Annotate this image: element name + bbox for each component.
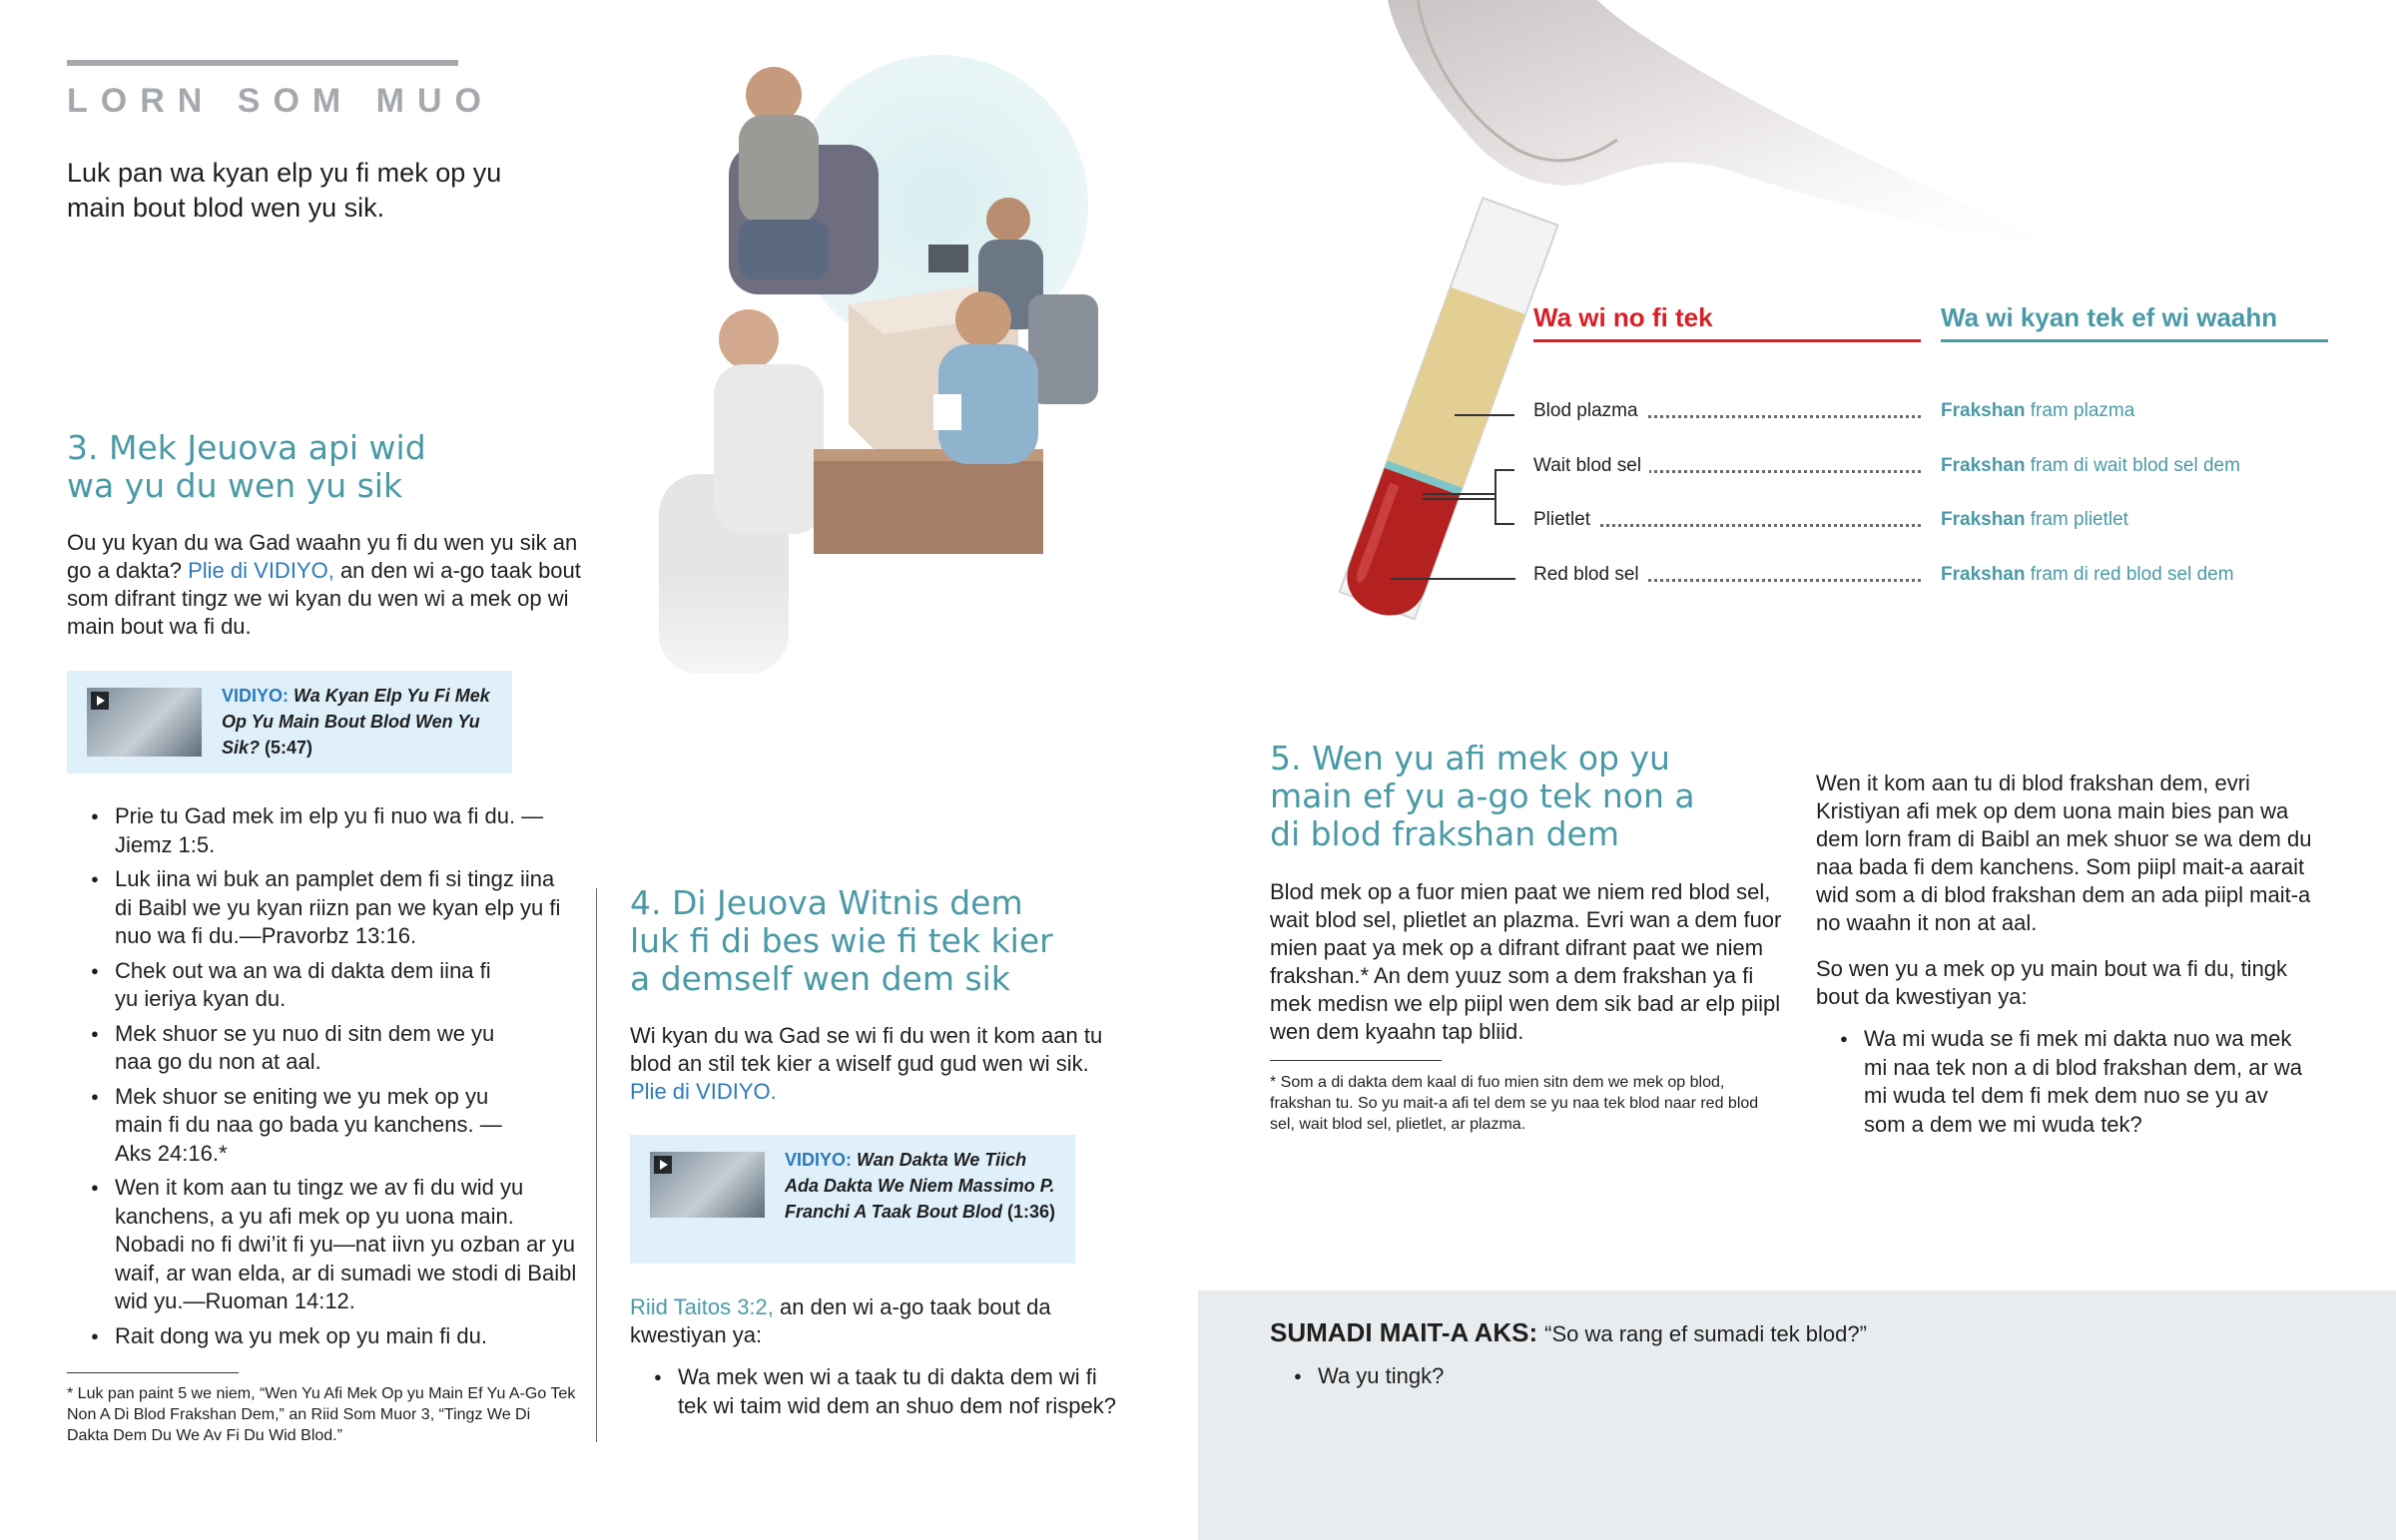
chart-row-label: Plietlet (1533, 509, 1598, 531)
section4-read (630, 1293, 1109, 1349)
section4-heading-line2: luk fi di bes wie fi tek kier (630, 921, 1053, 960)
column-divider (596, 888, 597, 1442)
play-icon[interactable] (91, 692, 109, 710)
sumadi-label: SUMADI MAIT-A AKS: (1270, 1317, 1538, 1347)
scripture-reference-link[interactable]: Riid Taitos 3:2, (630, 1294, 774, 1319)
footnote-rule-2 (1270, 1060, 1442, 1061)
section3-body (67, 529, 581, 641)
list-item: ● Prie tu Gad mek im elp yu fi nuo wa fi du. —Jiemz 1:5. (67, 802, 566, 859)
section4-body-text: Wi kyan du wa Gad se wi fi du wen it kom aan tu blod an stil tek kier a wiself gud gud wen wi sik. (630, 1023, 1103, 1076)
play-video-link[interactable]: Plie di VIDIYO, (188, 558, 334, 583)
play-icon[interactable] (654, 1156, 672, 1174)
sumadi-panel (1198, 1290, 2396, 1540)
video-card-1[interactable] (67, 671, 512, 773)
chart-row-fraction: Frakshan fram di red blod sel dem (1941, 564, 2234, 585)
section4-body (630, 1022, 1119, 1106)
section3-bullet-list (67, 802, 586, 1350)
section4-heading (630, 884, 1189, 998)
video-duration: (1:36) (1007, 1202, 1056, 1222)
section3-heading (67, 429, 566, 505)
list-item: ● Wen it kom aan tu tingz we av fi du wid yu kanchens, a yu afi mek op yu uona main. Nobadi no fi dwi’it fi yu—nat iivn yu ozban ar yu waif, ar wan elda, ar di sumadi we stodi di Baibl wid yu.—Ruoman 14:12. (67, 1174, 586, 1316)
connector-line-plietlet (1495, 523, 1514, 525)
section3-heading-line2: wa yu du wen yu sik (67, 466, 403, 505)
illustration-patients-doctor (639, 55, 1158, 734)
video-prefix: VIDIYO: (222, 686, 290, 706)
footnote-1: * Luk pan paint 5 we niem, “Wen Yu Afi Mek Op yu Main Ef Yu A-Go Tek Non A Di Blod Frakshan Dem,” an Riid Som Muor 3, “Tingz We Di Dakta Dem Du We Av Fi Du Wid Blod.” (67, 1385, 576, 1444)
video-card-2[interactable] (630, 1135, 1075, 1264)
chart-header-rule-red (1533, 339, 1921, 342)
chart-row-fraction: Frakshan fram di wait blod sel dem (1941, 455, 2240, 476)
sumadi-question (1270, 1317, 1867, 1348)
connector-line-plazma (1455, 414, 1514, 416)
list-item: ● Wa yu tingk? (1270, 1362, 1669, 1391)
chart-header-can-take: Wa wi kyan tek ef wi waahn (1941, 302, 2278, 332)
video-thumbnail-1[interactable] (87, 688, 202, 757)
footnote-2: * Som a di dakta dem kaal di fuo mien sitn dem we mek op blod, frakshan tu. So yu mait-a afi tel dem se yu naa tek blod naar red blod sel, wait blod sel, plietlet, ar plazma. (1270, 1074, 1759, 1133)
list-item: ● Rait dong wa yu mek op yu main fi du. (67, 1322, 586, 1351)
footnote-rule-1 (67, 1372, 239, 1373)
video-caption-2 (785, 1147, 1064, 1225)
section5-bullet-list (1816, 1025, 2315, 1139)
section5-heading-line3: di blod frakshan dem (1270, 814, 1619, 853)
section3-heading-line1: 3. Mek Jeuova api wid (67, 428, 426, 467)
list-item: ● Wa mek wen wi a taak tu di dakta dem wi fi tek wi taim wid dem an shuo dem nof rispek? (630, 1363, 1119, 1420)
video-duration: (5:47) (265, 738, 313, 758)
section3-body-text: Ou yu kyan du wa Gad waahn yu fi du wen yu sik an go a dakta? (67, 530, 578, 583)
video-title: Wa Kyan Elp Yu Fi Mek Op Yu Main Bout Blod Wen Yu Sik? (222, 686, 490, 758)
section5-body: Blod mek op a fuor mien paat we niem red blod sel, wait blod sel, plietlet an plazma. Evri wan a dem fuor mien paat ya mek op a difrant difrant paat we niem frakshan.* An dem yuuz som a dem frakshan ya fi mek medisn we elp piipl wen dem sik bad ar elp piipl wen dem kyaahn tap bliid. (1270, 879, 1782, 1044)
connector-line-bracket-bot (1423, 498, 1495, 500)
section4-read-text: an den wi a-go taak bout da kwestiyan ya: (630, 1294, 1051, 1347)
sumadi-question-text: “So wa rang ef sumadi tek blod?” (1544, 1321, 1867, 1346)
list-item: ● Mek shuor se yu nuo di sitn dem we yu naa go du non at aal. (67, 1020, 496, 1077)
video-prefix: VIDIYO: (785, 1150, 853, 1170)
connector-line-bracket-top (1423, 493, 1495, 495)
chart-row-plietlet (1533, 509, 1921, 539)
section4-heading-line1: 4. Di Jeuova Witnis dem (630, 883, 1023, 922)
list-item: ● Chek out wa an wa di dakta dem iina fi yu ieriya kyan du. (67, 957, 496, 1014)
list-item: ● Luk iina wi buk an pamplet dem fi si tingz iina di Baibl we yu kyan riizn pan we kyan elp yu fi nuo wa fi du.—Pravorbz 13:16. (67, 865, 566, 951)
section5-heading-line1: 5. Wen yu afi mek op yu (1270, 739, 1670, 777)
header-rule (67, 60, 458, 66)
section3-body-text-2: an den wi a-go taak bout som difrant tingz we wi kyan du wen wi a mek op wi main bout wa fi du. (67, 558, 581, 639)
section5-right-paragraph-1: Wen it kom aan tu di blod frakshan dem, evri Kristiyan afi mek op dem uona main bies pan wa dem lorn fram di Baibl an mek shuor se wa dem du naa bada fi dem kanchens. Som piipl mait-a aarait wid som a di blod frakshan dem an ada piipl mait-a no waahn it non at aal. (1816, 770, 2312, 935)
section4-heading-line3: a demself wen dem sik (630, 959, 1010, 998)
chart-row-label: Red blod sel (1533, 564, 1647, 586)
chart-row-plazma (1533, 400, 1921, 430)
list-item: ● Mek shuor se eniting we yu mek op yu main fi du naa go bada yu kanchens. —Aks 24:16.* (67, 1083, 536, 1169)
chart-row-fraction: Frakshan fram plazma (1941, 400, 2135, 421)
chart-row-label: Blod plazma (1533, 400, 1646, 422)
play-video-link-2[interactable]: Plie di VIDIYO. (630, 1079, 777, 1104)
chart-header-rule-teal (1941, 339, 2328, 342)
chart-row-red-blod-sel (1533, 564, 1921, 594)
connector-line-wait (1495, 469, 1514, 471)
section5-heading (1270, 740, 1769, 853)
video-thumbnail-2[interactable] (650, 1152, 765, 1218)
section5-right-paragraph-2: So wen yu a mek op yu main bout wa fi du, tingk bout da kwestiyan ya: (1816, 956, 2288, 1009)
section5-heading-line2: main ef yu a-go tek non a (1270, 776, 1695, 815)
section-kicker: LORN SOM MUO (67, 82, 494, 120)
video-title: Wan Dakta We Tiich Ada Dakta We Niem Massimo P. Franchi A Taak Bout Blod (785, 1150, 1055, 1222)
section4-bullet-list (630, 1363, 1119, 1420)
intro-text: Luk pan wa kyan elp yu fi mek op yu main bout blod wen yu sik. (67, 158, 502, 223)
connector-line-red (1391, 578, 1515, 580)
chart-header-cannot-take: Wa wi no fi tek (1533, 302, 1713, 332)
chart-row-fraction: Frakshan fram plietlet (1941, 509, 2128, 530)
chart-row-wait-blod-sel (1533, 455, 1921, 485)
connector-line-bracket (1495, 469, 1497, 524)
video-caption-1 (222, 683, 501, 761)
chart-row-label: Wait blod sel (1533, 455, 1649, 477)
list-item: ● Wa mi wuda se fi mek mi dakta nuo wa mek mi naa tek non a di blod frakshan dem, ar wa mi wuda tel dem fi mek dem nuo se yu av som a dem we mi wuda tek? (1816, 1025, 2315, 1139)
